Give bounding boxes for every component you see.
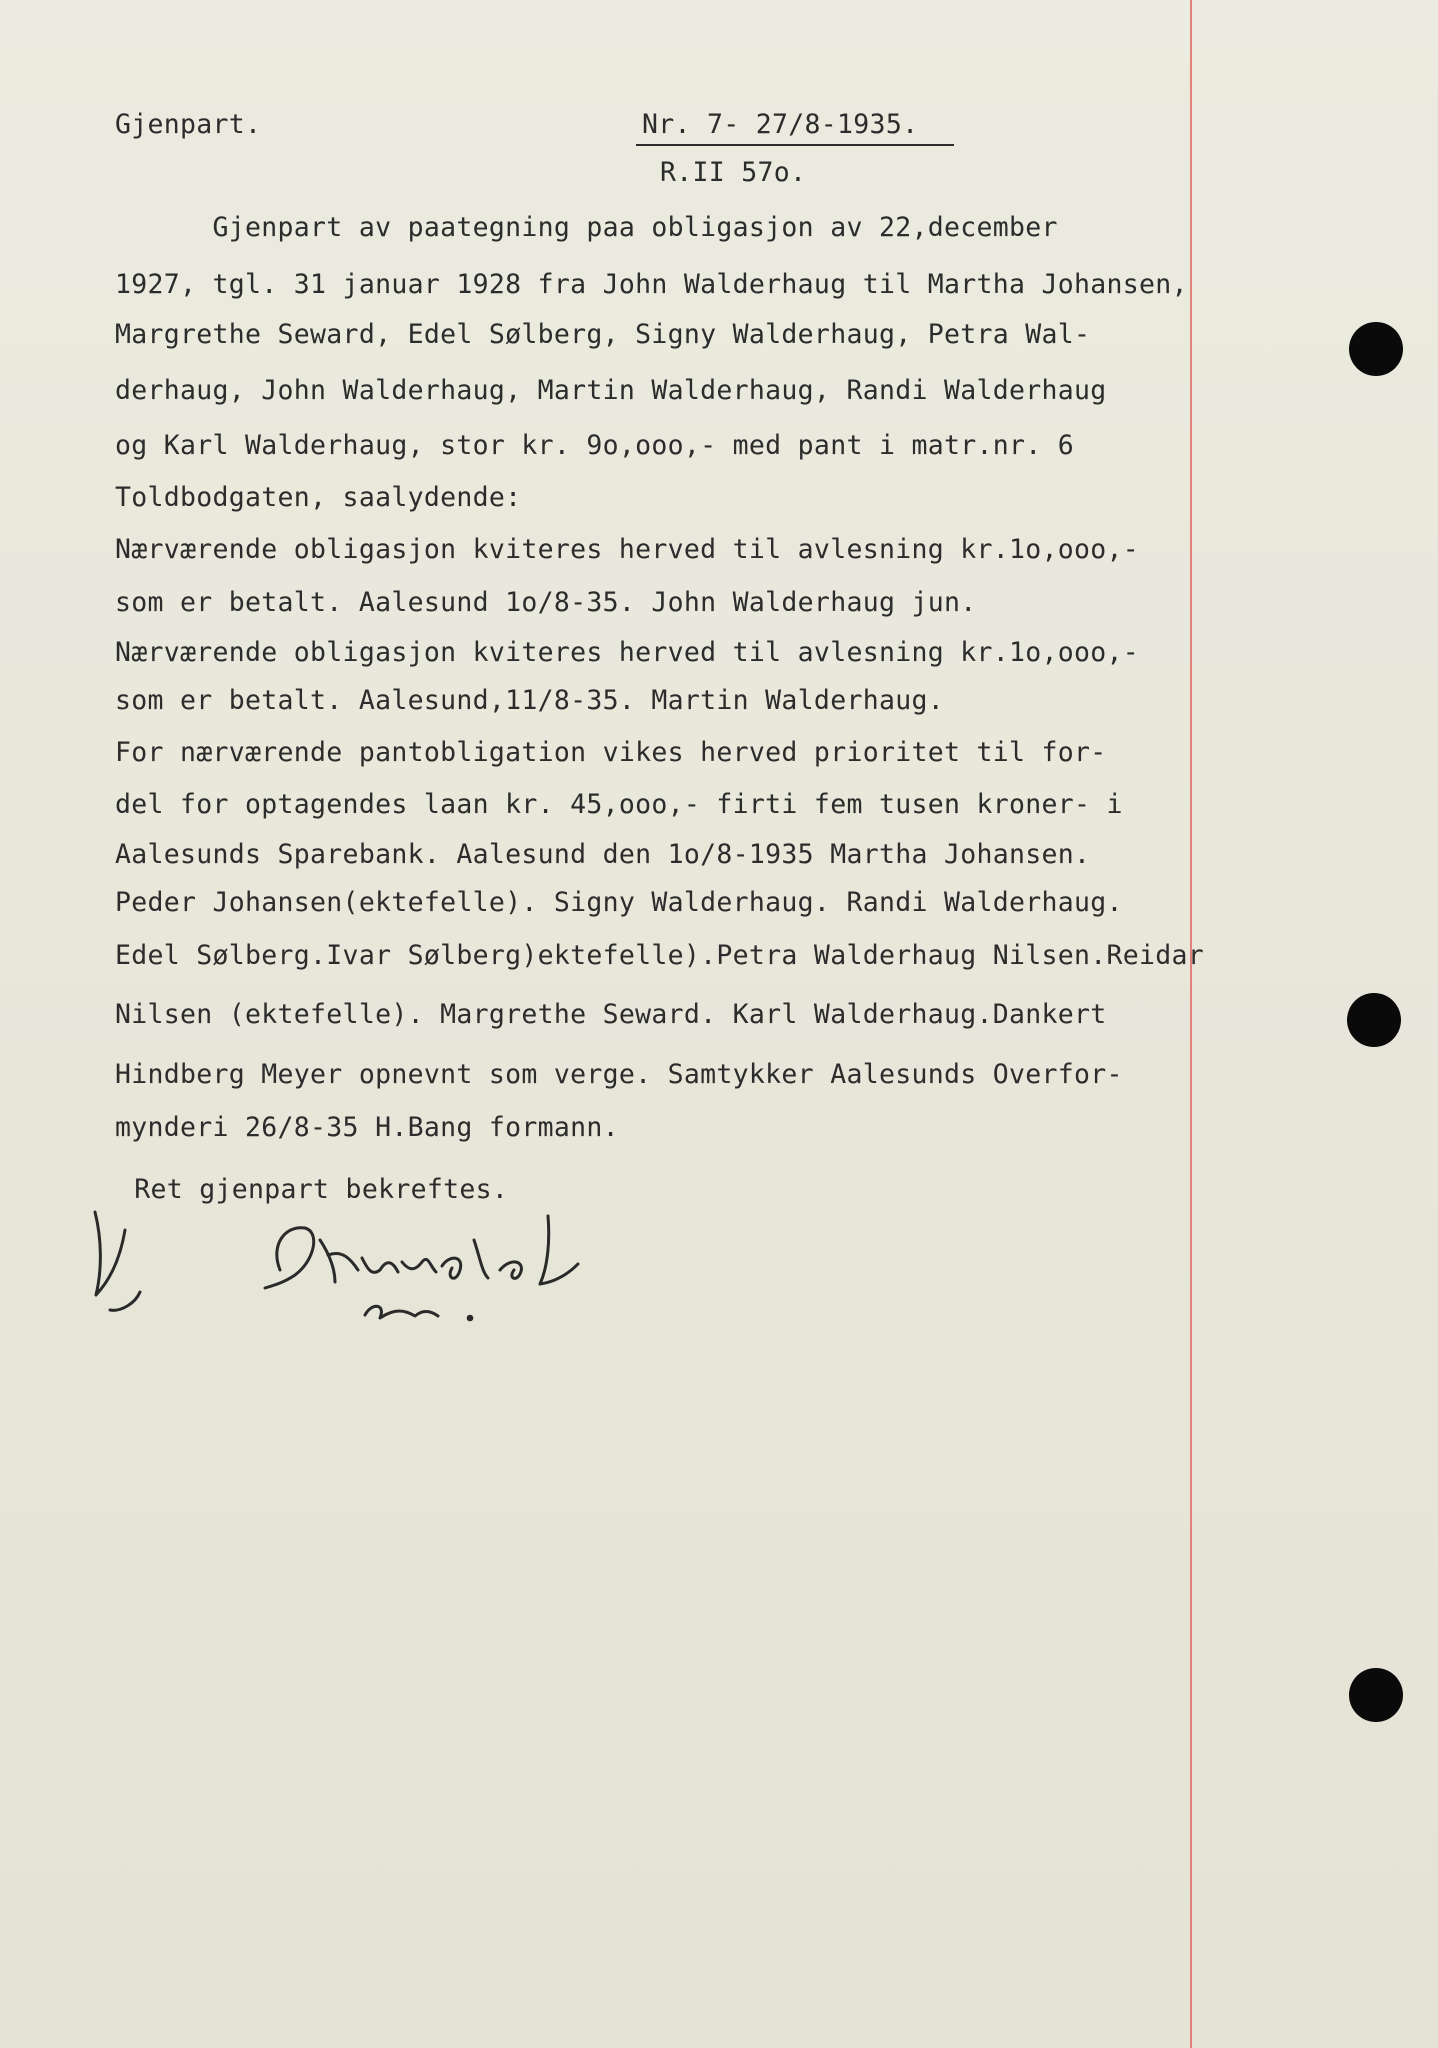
body-line: mynderi 26/8-35 H.Bang formann. (115, 1112, 619, 1143)
document-reference: R.II 57o. (660, 157, 807, 188)
document-title: Gjenpart. (115, 109, 262, 140)
punch-hole-middle (1347, 993, 1401, 1047)
body-line: Nærværende obligasjon kviteres herved til avlesning kr.1o,ooo,- (115, 534, 1140, 565)
body-line: Toldbodgaten, saalydende: (115, 482, 522, 513)
red-margin-line (1190, 0, 1192, 2048)
body-line: Edel Sølberg.Ivar Sølberg)ektefelle).Petra Walderhaug Nilsen.Reidar (115, 940, 1205, 971)
body-line: Gjenpart av paategning paa obligasjon av 22,december (115, 212, 1058, 243)
body-line: Nilsen (ektefelle). Margrethe Seward. Karl Walderhaug.Dankert (115, 999, 1107, 1030)
body-line: Aalesunds Sparebank. Aalesund den 1o/8-1935 Martha Johansen. (115, 839, 1091, 870)
body-line: 1927, tgl. 31 januar 1928 fra John Walderhaug til Martha Johansen, (115, 269, 1188, 300)
body-line: For nærværende pantobligation vikes herved prioritet til for- (115, 737, 1107, 768)
body-line: Margrethe Seward, Edel Sølberg, Signy Walderhaug, Petra Wal- (115, 319, 1091, 350)
body-line: Nærværende obligasjon kviteres herved til avlesning kr.1o,ooo,- (115, 637, 1140, 668)
certification-line: Ret gjenpart bekreftes. (118, 1174, 509, 1205)
document-number: Nr. 7- 27/8-1935. (642, 109, 919, 140)
body-line: som er betalt. Aalesund 1o/8-35. John Walderhaug jun. (115, 587, 977, 618)
handwritten-signature (80, 1200, 640, 1340)
body-line: del for optagendes laan kr. 45,ooo,- firti fem tusen kroner- i (115, 789, 1123, 820)
number-underline (636, 144, 954, 146)
body-line: Peder Johansen(ektefelle). Signy Walderhaug. Randi Walderhaug. (115, 887, 1123, 918)
body-line: derhaug, John Walderhaug, Martin Walderhaug, Randi Walderhaug (115, 375, 1107, 406)
body-line: og Karl Walderhaug, stor kr. 9o,ooo,- med pant i matr.nr. 6 (115, 430, 1075, 461)
punch-hole-bottom (1349, 1668, 1403, 1722)
punch-hole-top (1349, 322, 1403, 376)
body-line: som er betalt. Aalesund,11/8-35. Martin Walderhaug. (115, 685, 944, 716)
body-line: Hindberg Meyer opnevnt som verge. Samtykker Aalesunds Overfor- (115, 1059, 1123, 1090)
